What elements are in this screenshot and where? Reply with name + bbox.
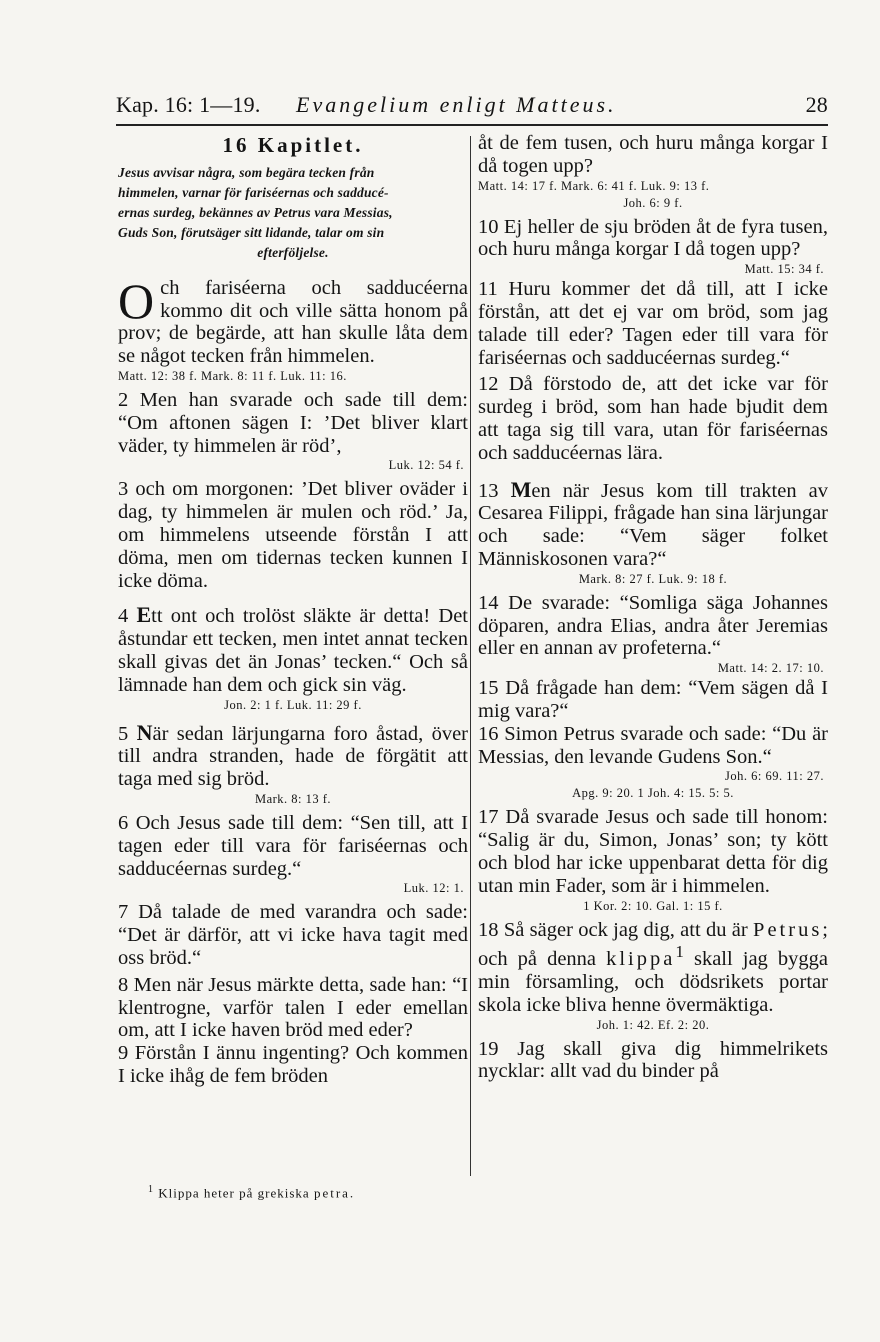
- verse-text: en när Jesus kom till trakten av Cesarea Filippi, frågade han sina lärjungar och sade: “Vem säger folket Människosonen vara?“: [478, 479, 828, 570]
- cross-reference: Apg. 9: 20. 1 Joh. 4: 15. 5: 5.: [572, 786, 734, 801]
- right-column: [478, 132, 828, 1083]
- verse-text: 11 Huru kommer det då till, att I icke förstån, att det ej var om bröd, som jag talade till eder? Tagen eder till vara för fariséernas och sadducéernas surdeg.“: [478, 278, 828, 369]
- footnote: [148, 1184, 354, 1201]
- verse-17: [478, 806, 828, 897]
- verse-text: 12 Då förstodo de, att det icke var för surdeg i bröd, som han hade bjudit dem att taga sig till vara, utan för fariséernas och sadducéernas lära.: [478, 373, 828, 464]
- summary-line: Guds Son, förutsäger sitt lidande, talar om sin: [118, 224, 385, 240]
- verse-initial: N: [136, 719, 153, 745]
- cross-reference: Matt. 14: 2. 17: 10.: [717, 661, 824, 676]
- spaced-word: klippa: [606, 948, 676, 971]
- verse-text: 17 Då svarade Jesus och sade till honom: “Salig är du, Simon, Jonas’ son; ty kött och blod har icke uppenbarat detta för dig utan min Fader, som är i himmelen.: [478, 806, 828, 897]
- verse-3: [118, 478, 468, 592]
- verse-8: [118, 974, 468, 1042]
- verse-14: [478, 592, 828, 660]
- verse-text: 10 Ej heller de sju bröden åt de fyra tusen, och huru många korgar I då togen upp?: [478, 215, 828, 261]
- cross-reference: Joh. 6: 9 f.: [623, 195, 683, 210]
- header-rule: [116, 124, 828, 126]
- verse-text: ; och på denna: [478, 918, 828, 971]
- left-column: [118, 132, 468, 1088]
- verse-text: är sedan lärjungarna foro åstad, över till andra stranden, hade de förgätit att taga med sig bröd.: [118, 722, 468, 791]
- verse-text: 8 Men när Jesus märkte detta, sade han: “I klentrogne, varför talen I eder emellan om, att I icke haven bröd med eder?: [118, 973, 468, 1042]
- verse-text: 15 Då frågade han dem: “Vem sägen då I mig vara?“: [478, 677, 828, 722]
- verse-text: 2 Men han svarade och sade till dem: “Om aftonen sägen I: ’Det bliver klart väder, ty himmelen är röd’,: [118, 388, 468, 457]
- verse-text: skall jag bygga min församling, och dödsrikets portar skola icke bliva henne övermäktiga.: [478, 948, 828, 1016]
- verse-12: [478, 373, 828, 464]
- verse-13: [478, 476, 828, 571]
- footnote-marker: 1: [675, 942, 684, 962]
- verse-number: 5: [118, 722, 137, 745]
- cross-reference: Matt. 12: 38 f. Mark. 8: 11 f. Luk. 11: 16.: [118, 368, 347, 383]
- verse-2: [118, 389, 468, 457]
- cross-reference: Luk. 12: 54 f.: [388, 458, 464, 473]
- cross-reference: Mark. 8: 27 f. Luk. 9: 18 f.: [578, 571, 728, 586]
- drop-cap: O: [118, 272, 155, 329]
- column-divider: [470, 136, 471, 1176]
- verse-text: 7 Då talade de med varandra och sade: “Det är därför, att vi icke hava tagit med oss bröd.“: [118, 901, 468, 969]
- verse-number: 13: [478, 479, 511, 502]
- page-number: 28: [805, 92, 828, 117]
- cross-reference: Jon. 2: 1 f. Luk. 11: 29 f.: [224, 697, 362, 712]
- verse-1: [118, 272, 468, 368]
- summary-line: efterföljelse.: [257, 244, 329, 260]
- verse-19: [478, 1038, 828, 1084]
- verse-initial: M: [510, 476, 532, 502]
- verse-7: [118, 901, 468, 969]
- verse-initial: E: [136, 602, 152, 628]
- verse-9-continued: [478, 132, 828, 178]
- cross-reference: Mark. 8: 13 f.: [254, 791, 332, 806]
- verse-6: [118, 812, 468, 880]
- footnote-word: petra: [313, 1185, 350, 1201]
- verse-5: [118, 719, 468, 791]
- cross-reference: Matt. 15: 34 f.: [744, 262, 824, 277]
- verse-11: [478, 278, 828, 369]
- summary-line: himmelen, varnar för fariséernas och sadducé-: [118, 184, 389, 200]
- cross-reference: 1 Kor. 2: 10. Gal. 1: 15 f.: [583, 898, 723, 913]
- verse-text: 6 Och Jesus sade till dem: “Sen till, att I tagen eder till vara för fariséernas och sadducéernas surdeg.“: [118, 811, 468, 880]
- chapter-range: Kap. 16: 1—19.: [116, 92, 261, 117]
- verse-text: 9 Förstån I ännu ingenting? Och kommen I icke ihåg de fem bröden: [118, 1042, 468, 1087]
- verse-text: ch fariséerna och sadducéerna kommo dit och ville sätta honom på prov; de begärde, att han skulle låta dem se något tecken från himmelen.: [118, 276, 468, 368]
- cross-reference: Luk. 12: 1.: [403, 881, 464, 896]
- verse-10: [478, 216, 828, 262]
- cross-reference: Joh. 1: 42. Ef. 2: 20.: [596, 1017, 710, 1032]
- spaced-word: Petrus: [753, 918, 823, 941]
- verse-text: 19 Jag skall giva dig himmelrikets nycklar: allt vad du binder på: [478, 1037, 828, 1083]
- verse-4: [118, 604, 468, 696]
- cross-reference: Matt. 14: 17 f. Mark. 6: 41 f. Luk. 9: 13 f.: [478, 178, 710, 193]
- verse-18: [478, 919, 828, 1017]
- book-title: Evangelium enligt Matteus.: [296, 92, 617, 117]
- footnote-text: Klippa heter på grekiska: [154, 1185, 314, 1201]
- verse-9: [118, 1042, 468, 1088]
- summary-line: ernas surdeg, bekännes av Petrus vara Messias,: [118, 204, 393, 220]
- verse-text: 14 De svarade: “Somliga säga Johannes döparen, andra Elias, andra åter Jeremias eller en annan av profeterna.“: [478, 591, 828, 660]
- footnote-end: .: [349, 1185, 355, 1201]
- footnote-number: 1: [148, 1184, 154, 1195]
- verse-number: 4: [118, 605, 137, 628]
- verse-15: [478, 677, 828, 723]
- verse-16: [478, 723, 828, 769]
- cross-reference: Joh. 6: 69. 11: 27.: [725, 769, 824, 784]
- verse-text: åt de fem tusen, och huru många korgar I då togen upp?: [478, 132, 828, 177]
- verse-text: 18 Så säger ock jag dig, att du är: [478, 918, 754, 941]
- verse-text: 3 och om morgonen: ’Det bliver oväder i dag, ty himmelen är mulen och röd.’ Ja, om himmelens utseende förstån I att döma, men om tidernas tecken kunnen I icke döma.: [118, 478, 468, 592]
- summary-line: Jesus avvisar några, som begära tecken från: [118, 164, 375, 180]
- verse-text: 16 Simon Petrus svarade och sade: “Du är Messias, den levande Gudens Son.“: [478, 722, 828, 768]
- verse-text: tt ont och trolöst släkte är detta! Det åstundar ett tecken, men intet annat tecken skall givas det än Jonas’ tecken.“ Och så lämnade han dem och gick sin väg.: [118, 605, 468, 696]
- chapter-title: 16 Kapitlet.: [222, 133, 364, 157]
- chapter-summary: [118, 163, 468, 263]
